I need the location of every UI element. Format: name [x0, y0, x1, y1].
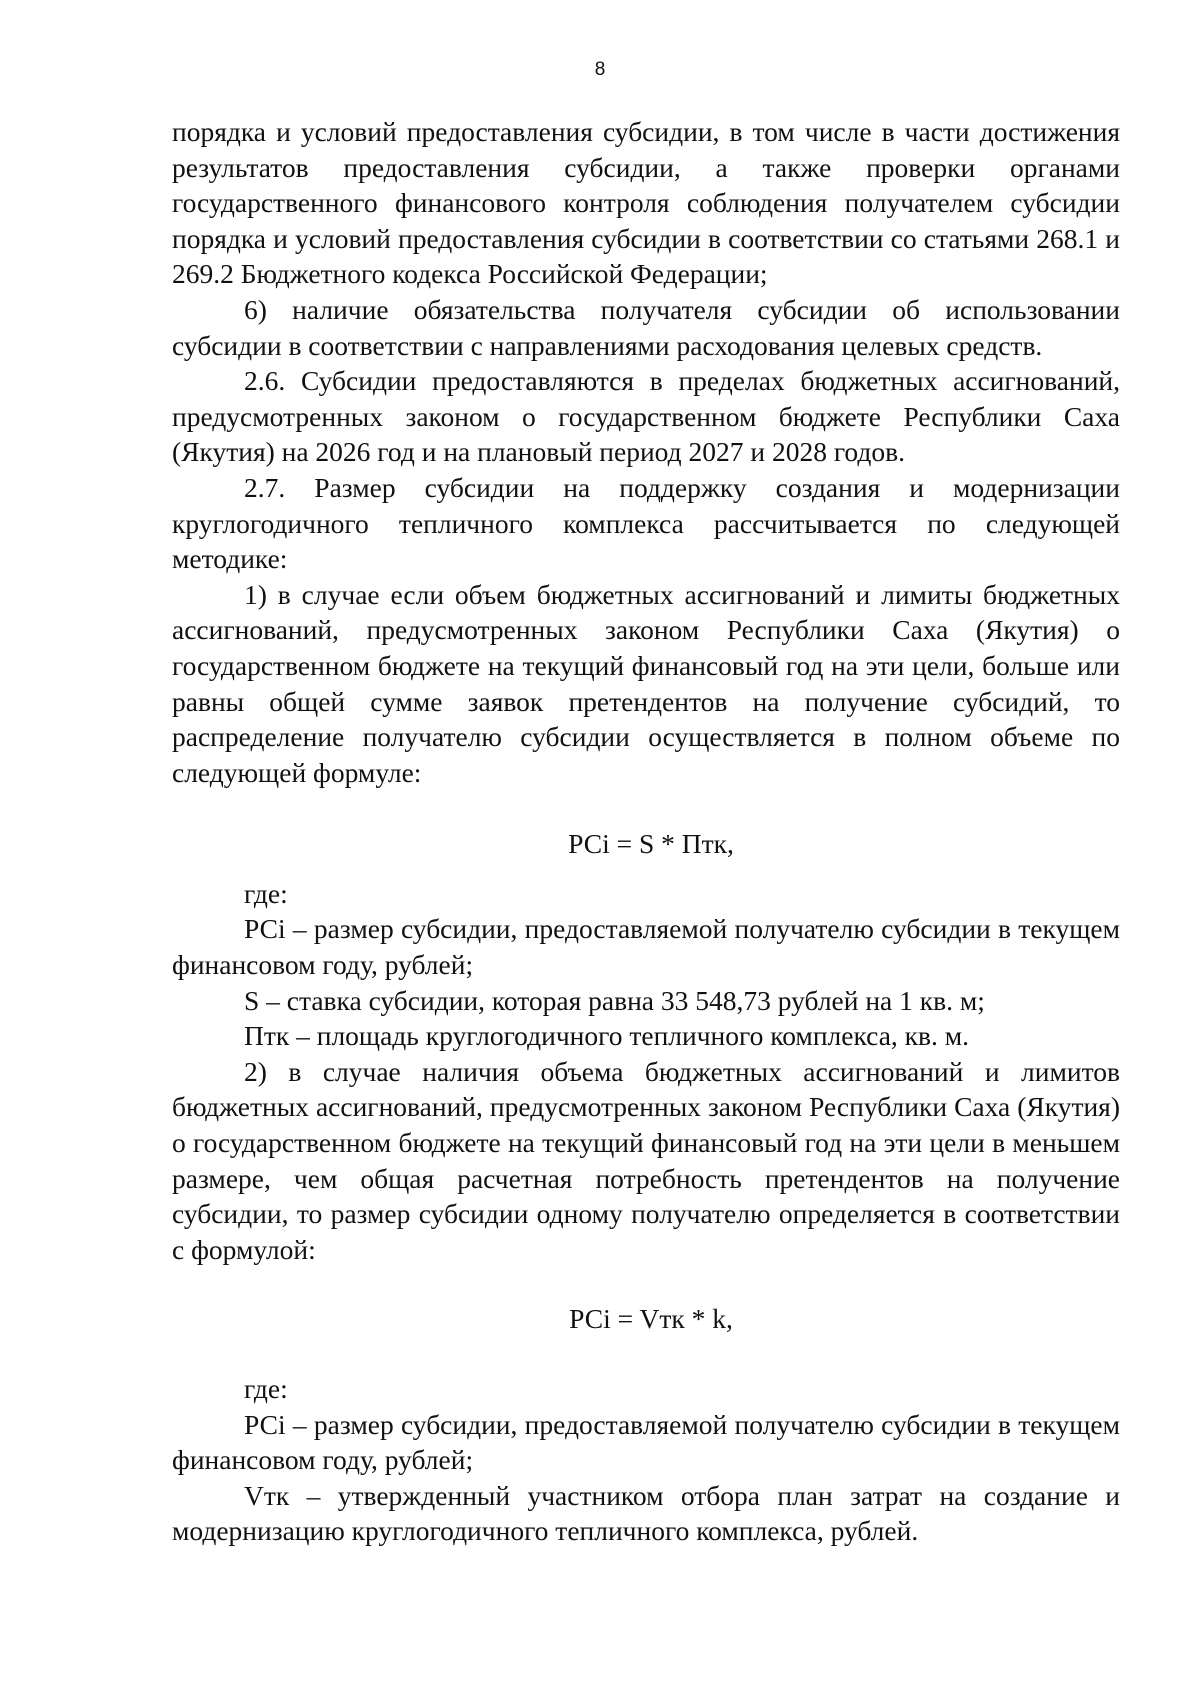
- definition-s: S – ставка субсидии, которая равна 33 548,73 рублей на 1 кв. м;: [244, 984, 985, 1016]
- definition-rci-2: РСi – размер субсидии, предоставляемой получателю субсидии в текущем финансовом году, рублей;: [172, 1408, 1120, 1476]
- definition-rci-1: РСi – размер субсидии, предоставляемой получателю субсидии в текущем финансовом году, рублей;: [172, 913, 1120, 981]
- paragraph-continuation: порядка и условий предоставления субсидии, в том числе в части достижения результатов предоставления субсидии, а также проверки органами государственного финансового контроля соблюдения получателем субсидии порядка и условий предоставления субсидии в соответствии со статьями 268.1 и 269.2 Бюджетного кодекса Российской Федерации;: [172, 116, 1120, 290]
- paragraph-2-6: 2.6. Субсидии предоставляются в пределах бюджетных ассигнований, предусмотренных законом о государственном бюджете Республики Саха (Якутия) на 2026 год и на плановый период 2027 и 2028 годов.: [172, 365, 1120, 468]
- paragraph-2-7: 2.7. Размер субсидии на поддержку создания и модернизации круглогодичного тепличного комплекса рассчитывается по следующей методике:: [172, 471, 1120, 575]
- paragraph-item-6: 6) наличие обязательства получателя субсидии об использовании субсидии в соответствии с направлениями расходования целевых средств.: [172, 293, 1120, 361]
- page-number: 8: [594, 59, 606, 80]
- where-label-2: где:: [244, 1373, 288, 1404]
- paragraph-case-1: 1) в случае если объем бюджетных ассигнований и лимиты бюджетных ассигнований, предусмотренных законом Республики Саха (Якутия) о государственном бюджете на текущий финансовый год на эти цели, больше или равны общей сумме заявок претендентов на получение субсидий, то распределение получателю субсидии осуществляется в полном объеме по следующей формуле:: [172, 578, 1120, 788]
- paragraph-case-2: 2) в случае наличия объема бюджетных ассигнований и лимитов бюджетных ассигнований, предусмотренных законом Республики Саха (Якутия) о государственном бюджете на текущий финансовый год на эти цели в меньшем размере, чем общая расчетная потребность претендентов на получение субсидии, то размер субсидии одному получателю определяется в соответствии с формулой:: [172, 1055, 1120, 1265]
- definition-vtk: Vтк – утвержденный участником отбора план затрат на создание и модернизацию круглогодичного тепличного комплекса, рублей.: [172, 1479, 1120, 1547]
- definition-ptk: Птк – площадь круглогодичного тепличного комплекса, кв. м.: [244, 1020, 970, 1052]
- document-body: [172, 114, 1120, 1549]
- formula-1: РСi = S * Птк,: [568, 828, 734, 860]
- where-label-1: где:: [244, 877, 288, 909]
- formula-2: РСi = Vтк * k,: [569, 1303, 733, 1335]
